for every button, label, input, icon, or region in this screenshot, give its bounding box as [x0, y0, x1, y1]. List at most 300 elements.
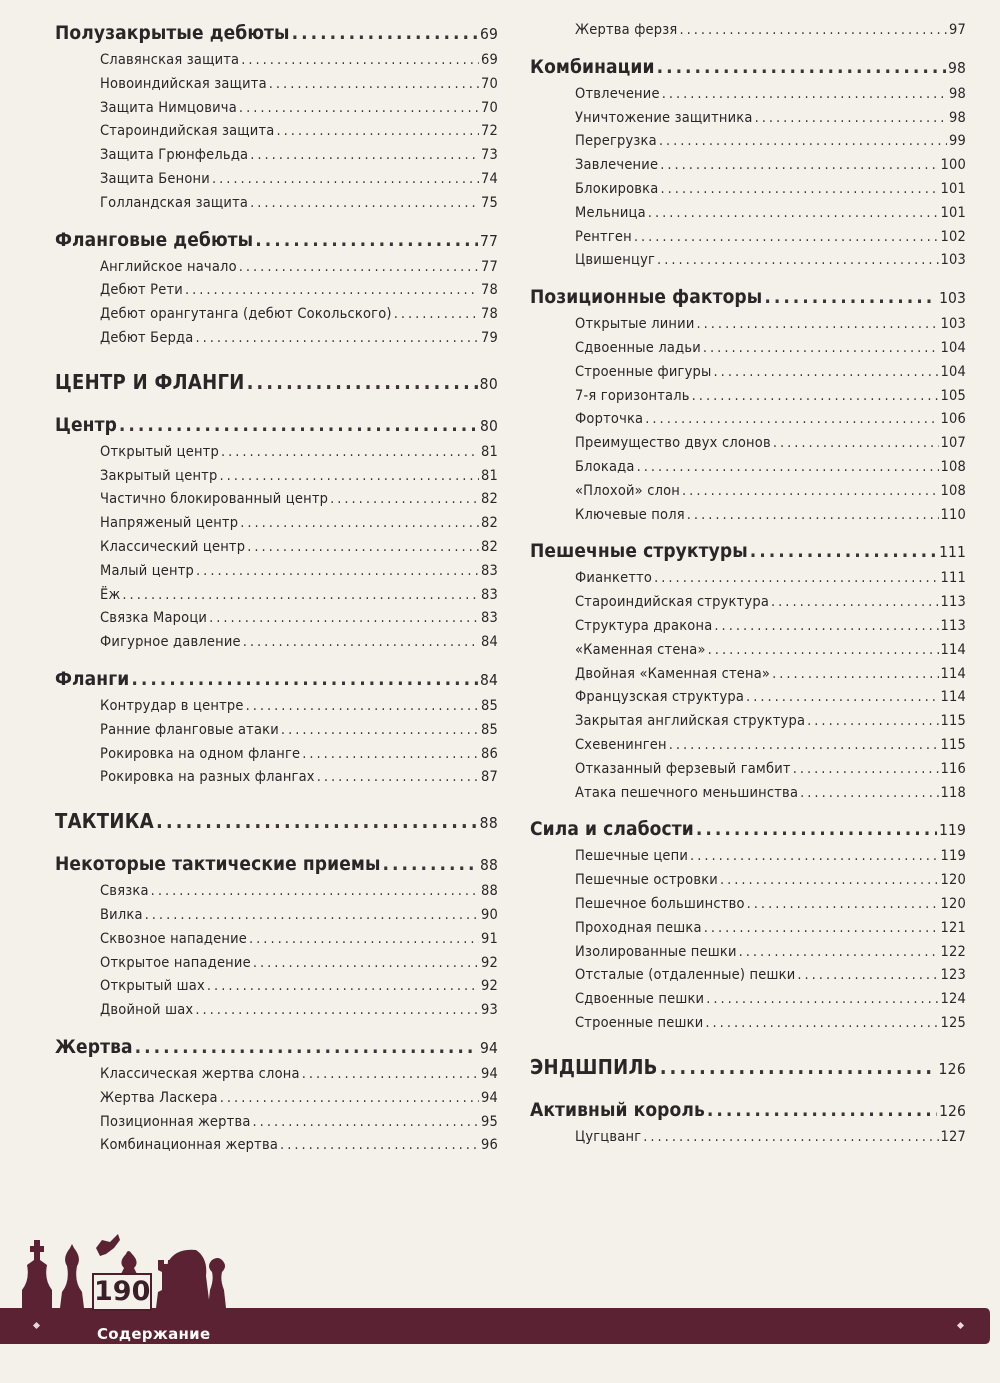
toc-entry-sub — [530, 364, 966, 388]
toc-entry-page: 75 — [481, 194, 498, 211]
dot-leader — [679, 22, 947, 38]
toc-entry-title: Строенные пешки — [575, 1014, 704, 1031]
toc-entry-sub — [530, 761, 966, 785]
toc-entry-sub — [530, 110, 966, 134]
toc-entry-sub — [55, 955, 498, 979]
toc-entry-title: Полузакрытые дебюты — [55, 22, 290, 44]
toc-entry-title: Пешечные островки — [575, 872, 718, 889]
toc-entry-title: Комбинационная жертва — [100, 1137, 279, 1154]
toc-entry-title: Отвлечение — [575, 85, 660, 102]
dot-leader — [255, 229, 478, 251]
dot-leader — [281, 722, 479, 738]
toc-entry-page: 101 — [940, 180, 966, 197]
toc-entry-page: 108 — [940, 458, 966, 475]
toc-entry-sec — [55, 668, 498, 698]
dot-leader — [292, 22, 478, 44]
toc-entry-title: Блокада — [575, 458, 635, 475]
dot-leader — [634, 229, 939, 245]
toc-entry-title: Цугцванг — [575, 1128, 642, 1145]
toc-entry-page: 104 — [940, 339, 966, 356]
dot-leader — [302, 1066, 479, 1082]
toc-entry-page: 118 — [940, 784, 966, 801]
dot-leader — [654, 570, 938, 586]
toc-entry-sub — [530, 642, 966, 666]
toc-entry-sub — [55, 1066, 498, 1090]
toc-entry-sec — [55, 853, 498, 883]
dot-leader — [692, 388, 939, 404]
toc-entry-page: 81 — [481, 467, 498, 484]
dot-leader — [703, 340, 939, 356]
dot-leader — [196, 563, 479, 579]
dot-leader — [207, 978, 479, 994]
toc-entry-title: Двойной шах — [100, 1002, 194, 1019]
dot-leader — [690, 848, 938, 864]
toc-entry-title: Пешечные цепи — [575, 848, 689, 865]
dot-leader — [243, 634, 479, 650]
dot-leader — [755, 110, 947, 126]
toc-entry-page: 85 — [481, 721, 498, 738]
toc-entry-sub — [530, 1015, 966, 1039]
toc-entry-page: 77 — [480, 231, 498, 250]
toc-entry-title: Защита Бенони — [100, 170, 210, 187]
toc-entry-page: 127 — [940, 1128, 966, 1145]
toc-entry-page: 104 — [940, 363, 966, 380]
toc-entry-title: Перегрузка — [575, 133, 657, 150]
toc-entry-sub — [530, 785, 966, 809]
toc-entry-page: 82 — [481, 538, 498, 555]
toc-entry-sub — [530, 133, 966, 157]
toc-entry-sub — [55, 491, 498, 515]
toc-entry-page: 99 — [949, 133, 966, 150]
toc-entry-sec — [530, 56, 966, 86]
dot-leader — [221, 444, 479, 460]
toc-entry-sub — [55, 698, 498, 722]
toc-entry-page: 113 — [940, 617, 966, 634]
toc-entry-sub — [55, 306, 498, 330]
toc-entry-title: «Каменная стена» — [575, 641, 706, 658]
toc-entry-sub — [530, 229, 966, 253]
toc-entry-page: 69 — [480, 25, 498, 43]
dot-leader — [219, 468, 479, 484]
dot-leader — [156, 809, 478, 833]
dot-leader — [241, 52, 479, 68]
toc-entry-title: Некоторые тактические приемы — [55, 853, 381, 876]
dot-leader — [648, 205, 939, 221]
toc-entry-title: Отказанный ферзевый гамбит — [575, 760, 791, 777]
dot-leader — [220, 1090, 479, 1106]
dot-leader — [739, 944, 939, 960]
dot-leader — [250, 147, 479, 163]
toc-entry-page: 116 — [940, 760, 966, 777]
toc-entry-title: Староиндийская структура — [575, 594, 770, 611]
toc-entry-title: Классический центр — [100, 538, 246, 555]
toc-entry-sub — [55, 1090, 498, 1114]
dot-leader — [185, 282, 479, 298]
toc-entry-page: 92 — [481, 954, 498, 971]
toc-entry-title: Комбинации — [530, 55, 655, 78]
toc-entry-sub — [530, 252, 966, 276]
toc-entry-part — [55, 370, 498, 404]
toc-entry-page: 105 — [940, 387, 966, 404]
dot-leader — [772, 666, 938, 682]
page-footer — [0, 1220, 1000, 1383]
toc-entry-sub — [530, 435, 966, 459]
toc-entry-sub — [530, 944, 966, 968]
toc-entry-page: 119 — [939, 821, 966, 840]
toc-entry-part — [530, 1055, 966, 1089]
toc-entry-page: 94 — [480, 1038, 498, 1057]
toc-entry-sub — [55, 195, 498, 219]
toc-entry-page: 98 — [949, 85, 966, 102]
toc-entry-sub — [530, 920, 966, 944]
toc-entry-page: 84 — [480, 670, 498, 689]
toc-entry-sub — [55, 76, 498, 100]
toc-entry-page: 125 — [940, 1014, 966, 1031]
dot-leader — [249, 931, 479, 947]
toc-entry-sub — [530, 1129, 966, 1153]
toc-entry-title: Строенные фигуры — [575, 363, 712, 380]
toc-entry-title: Напряженый центр — [100, 515, 239, 532]
toc-entry-title: Позиционные факторы — [530, 286, 763, 309]
dot-leader — [135, 1036, 478, 1058]
toc-entry-sec — [530, 540, 966, 570]
toc-entry-title: Открытый центр — [100, 443, 219, 460]
toc-entry-sub — [530, 157, 966, 181]
toc-entry-title: Ёж — [100, 586, 121, 603]
dot-leader — [269, 76, 479, 92]
toc-entry-page: 94 — [481, 1065, 498, 1082]
dot-leader — [645, 411, 938, 427]
toc-entry-title: Открытое нападение — [100, 954, 251, 971]
dot-leader — [212, 171, 479, 187]
toc-entry-page: 78 — [481, 282, 498, 299]
toc-entry-sub — [55, 634, 498, 658]
toc-entry-title: Двойная «Каменная стена» — [575, 665, 771, 682]
toc-entry-page: 103 — [940, 252, 966, 269]
toc-entry-title: Связка Мароци — [100, 610, 208, 627]
dot-leader — [660, 157, 938, 173]
toc-entry-title: Проходная пешка — [575, 919, 702, 936]
toc-entry-sub — [530, 459, 966, 483]
toc-entry-sub — [55, 1114, 498, 1138]
toc-entry-page: 98 — [948, 58, 966, 77]
toc-entry-title: Структура дракона — [575, 617, 713, 634]
toc-entry-sub — [530, 848, 966, 872]
dot-leader — [687, 507, 939, 523]
toc-entry-sub — [530, 205, 966, 229]
toc-entry-page: 74 — [481, 170, 498, 187]
toc-entry-title: ТАКТИКА — [55, 809, 154, 834]
toc-entry-title: Активный король — [530, 1098, 705, 1121]
toc-entry-page: 126 — [938, 1059, 966, 1078]
dot-leader — [682, 483, 938, 499]
toc-entry-title: Уничтожение защитника — [575, 109, 753, 126]
toc-entry-sub — [530, 388, 966, 412]
toc-entry-page: 122 — [940, 943, 966, 960]
toc-entry-title: Английское начало — [100, 258, 237, 275]
toc-entry-title: Мельница — [575, 204, 646, 221]
toc-entry-page: 115 — [940, 736, 966, 753]
toc-entry-page: 114 — [940, 689, 966, 706]
toc-entry-sub — [530, 872, 966, 896]
toc-entry-sub — [530, 713, 966, 737]
toc-entry-sec — [55, 229, 498, 259]
toc-entry-title: Рокировка на одном фланге — [100, 745, 301, 762]
dot-leader — [773, 435, 939, 451]
toc-entry-sub — [55, 171, 498, 195]
dot-leader — [145, 907, 479, 923]
toc-entry-page: 114 — [940, 665, 966, 682]
toc-entry-sub — [530, 483, 966, 507]
toc-entry-title: Классическая жертва слона — [100, 1065, 300, 1082]
dot-leader — [706, 991, 938, 1007]
toc-entry-title: Завлечение — [575, 157, 659, 174]
toc-entry-title: Связка — [100, 883, 149, 900]
toc-entry-title: Атака пешечного меньшинства — [575, 784, 799, 801]
toc-entry-page: 84 — [481, 634, 498, 651]
toc-entry-page: 96 — [481, 1137, 498, 1154]
toc-entry-page: 91 — [481, 930, 498, 947]
toc-entry-page: 80 — [480, 416, 498, 435]
dot-leader — [119, 414, 478, 436]
toc-entry-page: 100 — [940, 157, 966, 174]
toc-entry-sub — [55, 931, 498, 955]
toc-entry-sub — [530, 967, 966, 991]
toc-entry-sec — [530, 818, 966, 848]
toc-entry-sub — [55, 587, 498, 611]
toc-entry-page: 82 — [481, 515, 498, 532]
toc-entry-title: Открытые линии — [575, 316, 695, 333]
toc-entry-title: Фианкетто — [575, 570, 653, 587]
toc-entry-page: 78 — [481, 306, 498, 323]
toc-entry-page: 73 — [481, 147, 498, 164]
dot-leader — [394, 306, 479, 322]
dot-leader — [657, 56, 946, 78]
dot-leader — [662, 86, 947, 102]
toc-entry-page: 80 — [479, 374, 498, 393]
toc-entry-page: 81 — [481, 443, 498, 460]
toc-entry-title: Фигурное давление — [100, 634, 241, 651]
toc-entry-page: 111 — [940, 570, 966, 587]
dot-leader — [697, 316, 939, 332]
toc-entry-title: Сдвоенные ладьи — [575, 339, 701, 356]
toc-entry-title: Новоиндийская защита — [100, 75, 267, 92]
toc-entry-sub — [55, 1137, 498, 1161]
dot-leader — [302, 746, 479, 762]
dot-leader — [707, 1099, 937, 1121]
dot-leader — [250, 195, 479, 211]
toc-entry-title: Фланги — [55, 667, 130, 690]
dot-leader — [637, 459, 939, 475]
dot-leader — [793, 761, 939, 777]
toc-entry-title: ЦЕНТР И ФЛАНГИ — [55, 369, 245, 394]
toc-entry-sub — [55, 610, 498, 634]
dot-leader — [247, 370, 478, 394]
toc-entry-sub — [55, 52, 498, 76]
dot-leader — [317, 769, 479, 785]
toc-entry-title: Жертва — [55, 1035, 133, 1058]
toc-entry-title: Схевенинген — [575, 736, 667, 753]
toc-entry-sub — [530, 618, 966, 642]
dot-leader — [660, 181, 938, 197]
toc-entry-title: Открытый шах — [100, 978, 205, 995]
toc-entry-title: Жертва Ласкера — [100, 1089, 218, 1106]
dot-leader — [151, 883, 479, 899]
toc-entry-sub — [55, 282, 498, 306]
toc-entry-sub — [530, 666, 966, 690]
toc-entry-page: 111 — [939, 543, 966, 562]
toc-entry-page: 92 — [481, 978, 498, 995]
toc-entry-page: 103 — [940, 316, 966, 333]
toc-entry-page: 108 — [940, 482, 966, 499]
dot-leader — [750, 540, 937, 562]
toc-entry-title: Дебют орангутанга (дебют Сокольского) — [100, 306, 392, 323]
dot-leader — [720, 872, 939, 888]
dot-leader — [239, 259, 479, 275]
dot-leader — [696, 818, 937, 840]
toc-entry-title: Ключевые поля — [575, 506, 685, 523]
toc-entry-page: 121 — [940, 919, 966, 936]
dot-leader — [253, 955, 479, 971]
toc-entry-title: Малый центр — [100, 562, 195, 579]
toc-entry-title: Частично блокированный центр — [100, 491, 329, 508]
toc-entry-title: Сдвоенные пешки — [575, 991, 705, 1008]
toc-entry-page: 120 — [940, 895, 966, 912]
toc-entry-sub — [530, 86, 966, 110]
toc-entry-title: Изолированные пешки — [575, 943, 737, 960]
toc-entry-page: 88 — [480, 856, 498, 875]
toc-entry-page: 93 — [481, 1002, 498, 1019]
dot-leader — [131, 668, 478, 690]
toc-entry-sec — [530, 286, 966, 316]
dot-leader — [195, 1002, 479, 1018]
dot-leader — [280, 1137, 479, 1153]
toc-entry-page: 114 — [940, 641, 966, 658]
dot-leader — [122, 587, 479, 603]
toc-entry-title: Блокировка — [575, 180, 659, 197]
toc-entry-title: Ранние фланговые атаки — [100, 721, 279, 738]
toc-entry-title: Позиционная жертва — [100, 1113, 251, 1130]
toc-entry-page: 85 — [481, 697, 498, 714]
toc-entry-sub — [55, 1002, 498, 1026]
toc-entry-page: 86 — [481, 745, 498, 762]
toc-entry-sub — [530, 181, 966, 205]
toc-entry-title: Закрытая английская структура — [575, 713, 806, 730]
toc-entry-page: 95 — [481, 1113, 498, 1130]
dot-leader — [747, 896, 939, 912]
toc-right-column — [530, 22, 966, 1152]
toc-entry-sub — [55, 563, 498, 587]
page-number: 190 — [92, 1273, 152, 1311]
dot-leader — [807, 713, 938, 729]
dot-leader — [383, 853, 479, 875]
toc-entry-sub — [530, 737, 966, 761]
toc-entry-page: 115 — [940, 713, 966, 730]
dot-leader — [657, 252, 938, 268]
dot-leader — [209, 610, 479, 626]
toc-entry-title: Рокировка на разных флангах — [100, 769, 315, 786]
toc-entry-page: 83 — [481, 586, 498, 603]
toc-entry-page: 97 — [949, 22, 966, 38]
toc-entry-title: Фланговые дебюты — [55, 228, 254, 251]
toc-entry-sub — [55, 123, 498, 147]
toc-entry-page: 79 — [481, 329, 498, 346]
toc-entry-title: Жертва ферзя — [575, 22, 678, 38]
toc-entry-page: 98 — [949, 109, 966, 126]
toc-entry-title: Рентген — [575, 228, 632, 245]
toc-entry-page: 110 — [940, 506, 966, 523]
toc-entry-title: Форточка — [575, 411, 644, 428]
toc-entry-title: Цвишенцуг — [575, 252, 656, 269]
dot-leader — [660, 1055, 937, 1079]
toc-entry-title: Центр — [55, 413, 117, 436]
toc-entry-title: Дебют Берда — [100, 329, 194, 346]
toc-entry-title: Защита Грюнфельда — [100, 147, 249, 164]
dot-leader — [239, 100, 479, 116]
toc-entry-title: Французская структура — [575, 689, 745, 706]
toc-entry-sub — [530, 411, 966, 435]
dot-leader — [746, 689, 938, 705]
toc-entry-page: 77 — [481, 258, 498, 275]
toc-entry-sub — [55, 100, 498, 124]
toc-entry-page: 123 — [940, 967, 966, 984]
toc-entry-sub — [530, 991, 966, 1015]
dot-leader — [714, 618, 938, 634]
toc-entry-page: 88 — [481, 883, 498, 900]
dot-leader — [240, 515, 479, 531]
toc-entry-title: Голландская защита — [100, 194, 249, 211]
toc-entry-page: 69 — [481, 52, 498, 68]
dot-leader — [276, 123, 479, 139]
toc-entry-title: Славянская защита — [100, 52, 240, 68]
dot-leader — [643, 1129, 938, 1145]
toc-entry-page: 102 — [940, 228, 966, 245]
toc-entry-page: 101 — [940, 204, 966, 221]
toc-entry-part — [55, 809, 498, 843]
toc-entry-title: 7-я горизонталь — [575, 387, 690, 404]
toc-entry-title: Сквозное нападение — [100, 930, 248, 947]
toc-entry-page: 119 — [940, 848, 966, 865]
toc-entry-sub — [55, 330, 498, 354]
dot-leader — [669, 737, 939, 753]
toc-entry-page: 83 — [481, 610, 498, 627]
toc-entry-sub — [55, 746, 498, 770]
toc-entry-title: Закрытый центр — [100, 467, 218, 484]
toc-entry-sub — [55, 259, 498, 283]
toc-entry-title: Вилка — [100, 906, 143, 923]
toc-entry-sub — [55, 769, 498, 793]
dot-leader — [800, 785, 938, 801]
toc-entry-sub — [55, 468, 498, 492]
toc-entry-page: 120 — [940, 872, 966, 889]
toc-entry-sub — [55, 907, 498, 931]
toc-entry-sub — [530, 340, 966, 364]
dot-leader — [708, 642, 939, 658]
dot-leader — [247, 539, 479, 555]
toc-entry-page: 126 — [939, 1101, 966, 1120]
toc-entry-page: 124 — [940, 991, 966, 1008]
toc-entry-sec — [55, 22, 498, 52]
toc-entry-page: 70 — [481, 99, 498, 116]
toc-entry-sub — [55, 444, 498, 468]
toc-entry-sec — [530, 1099, 966, 1129]
toc-entry-page: 83 — [481, 562, 498, 579]
toc-entry-page: 82 — [481, 491, 498, 508]
toc-entry-title: ЭНДШПИЛЬ — [530, 1054, 658, 1079]
toc-entry-sub — [55, 978, 498, 1002]
toc-entry-sub — [55, 883, 498, 907]
toc-entry-sec — [55, 414, 498, 444]
